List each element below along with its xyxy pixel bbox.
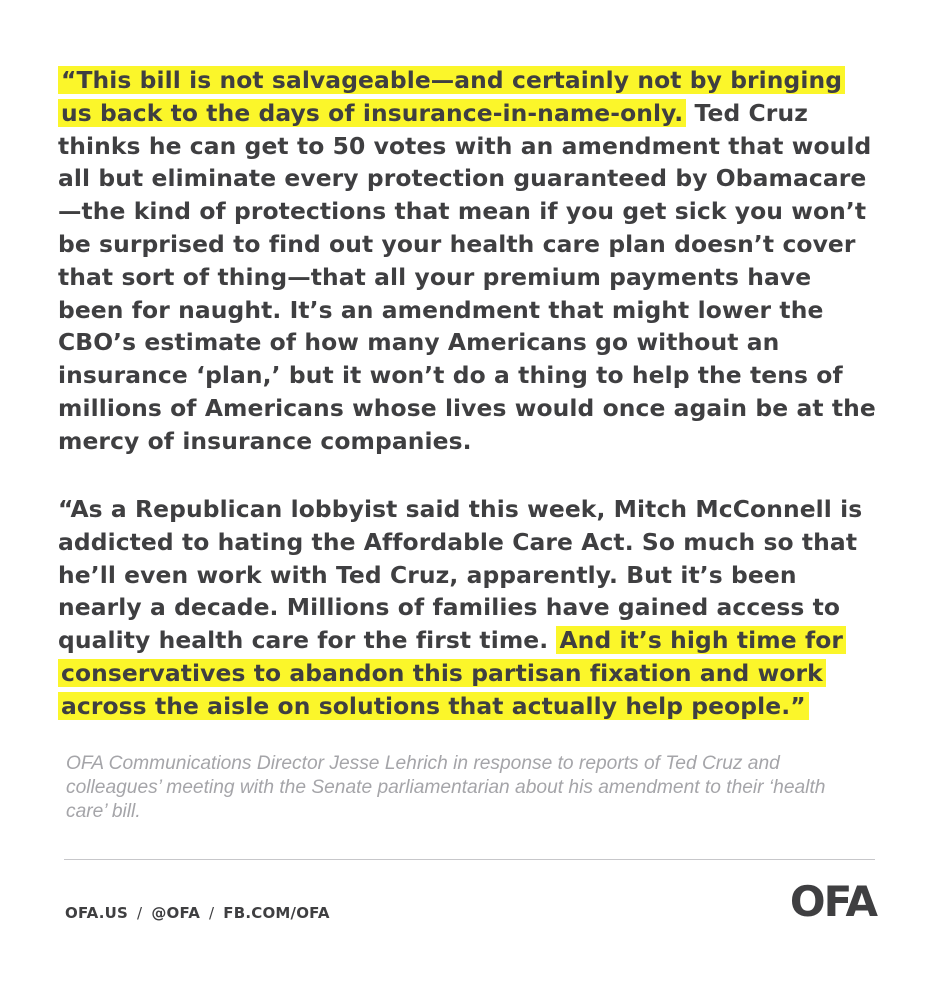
footer-link-facebook[interactable]: FB.COM/OFA xyxy=(223,904,330,922)
footer-separator: / xyxy=(137,904,143,922)
quote-2 xyxy=(58,493,878,723)
quote-2-body: “As a Republican lobbyist said this week, Mitch McConnell is addicted to hating the Affordable Care Act. So much so that he’ll even work with Ted Cruz, apparently. But it’s been nearly a decade. Millions of families have gained access to quality health care for the first time. xyxy=(58,495,863,655)
footer-link-twitter[interactable]: @OFA xyxy=(151,904,200,922)
quote-1-highlight: “This bill is not salvageable—and certainly not by bringing us back to the days of insurance-in-name-only. xyxy=(58,66,845,127)
quote-1-body: Ted Cruz thinks he can get to 50 votes with an amendment that would all but eliminate every protection guaranteed by Obamacare—the kind of protections that mean if you get sick you won’t be surprised to find out your health care plan doesn’t cover that sort of thing—that all your premium payments have been for naught. It’s an amendment that might lower the CBO’s estimate of how many Americans go without an insurance ‘plan,’ but it won’t do a thing to help the tens of millions of Americans whose lives would once again be at the mercy of insurance companies. xyxy=(58,98,876,455)
footer-separator: / xyxy=(209,904,215,922)
ofa-logo: OFA xyxy=(789,877,876,926)
attribution-caption: OFA Communications Director Jesse Lehrich in response to reports of Ted Cruz and colleagues’ meeting with the Senate parliamentarian about his amendment to their ‘health care’ bill. xyxy=(66,753,826,822)
footer-divider xyxy=(64,859,875,860)
quote-2-highlight: And it’s high time for conservatives to abandon this partisan fixation and work across the aisle on solutions that actually help people.” xyxy=(58,626,846,720)
footer-link-website[interactable]: OFA.US xyxy=(65,904,129,922)
footer-links xyxy=(65,903,330,923)
quote-1 xyxy=(58,64,878,458)
